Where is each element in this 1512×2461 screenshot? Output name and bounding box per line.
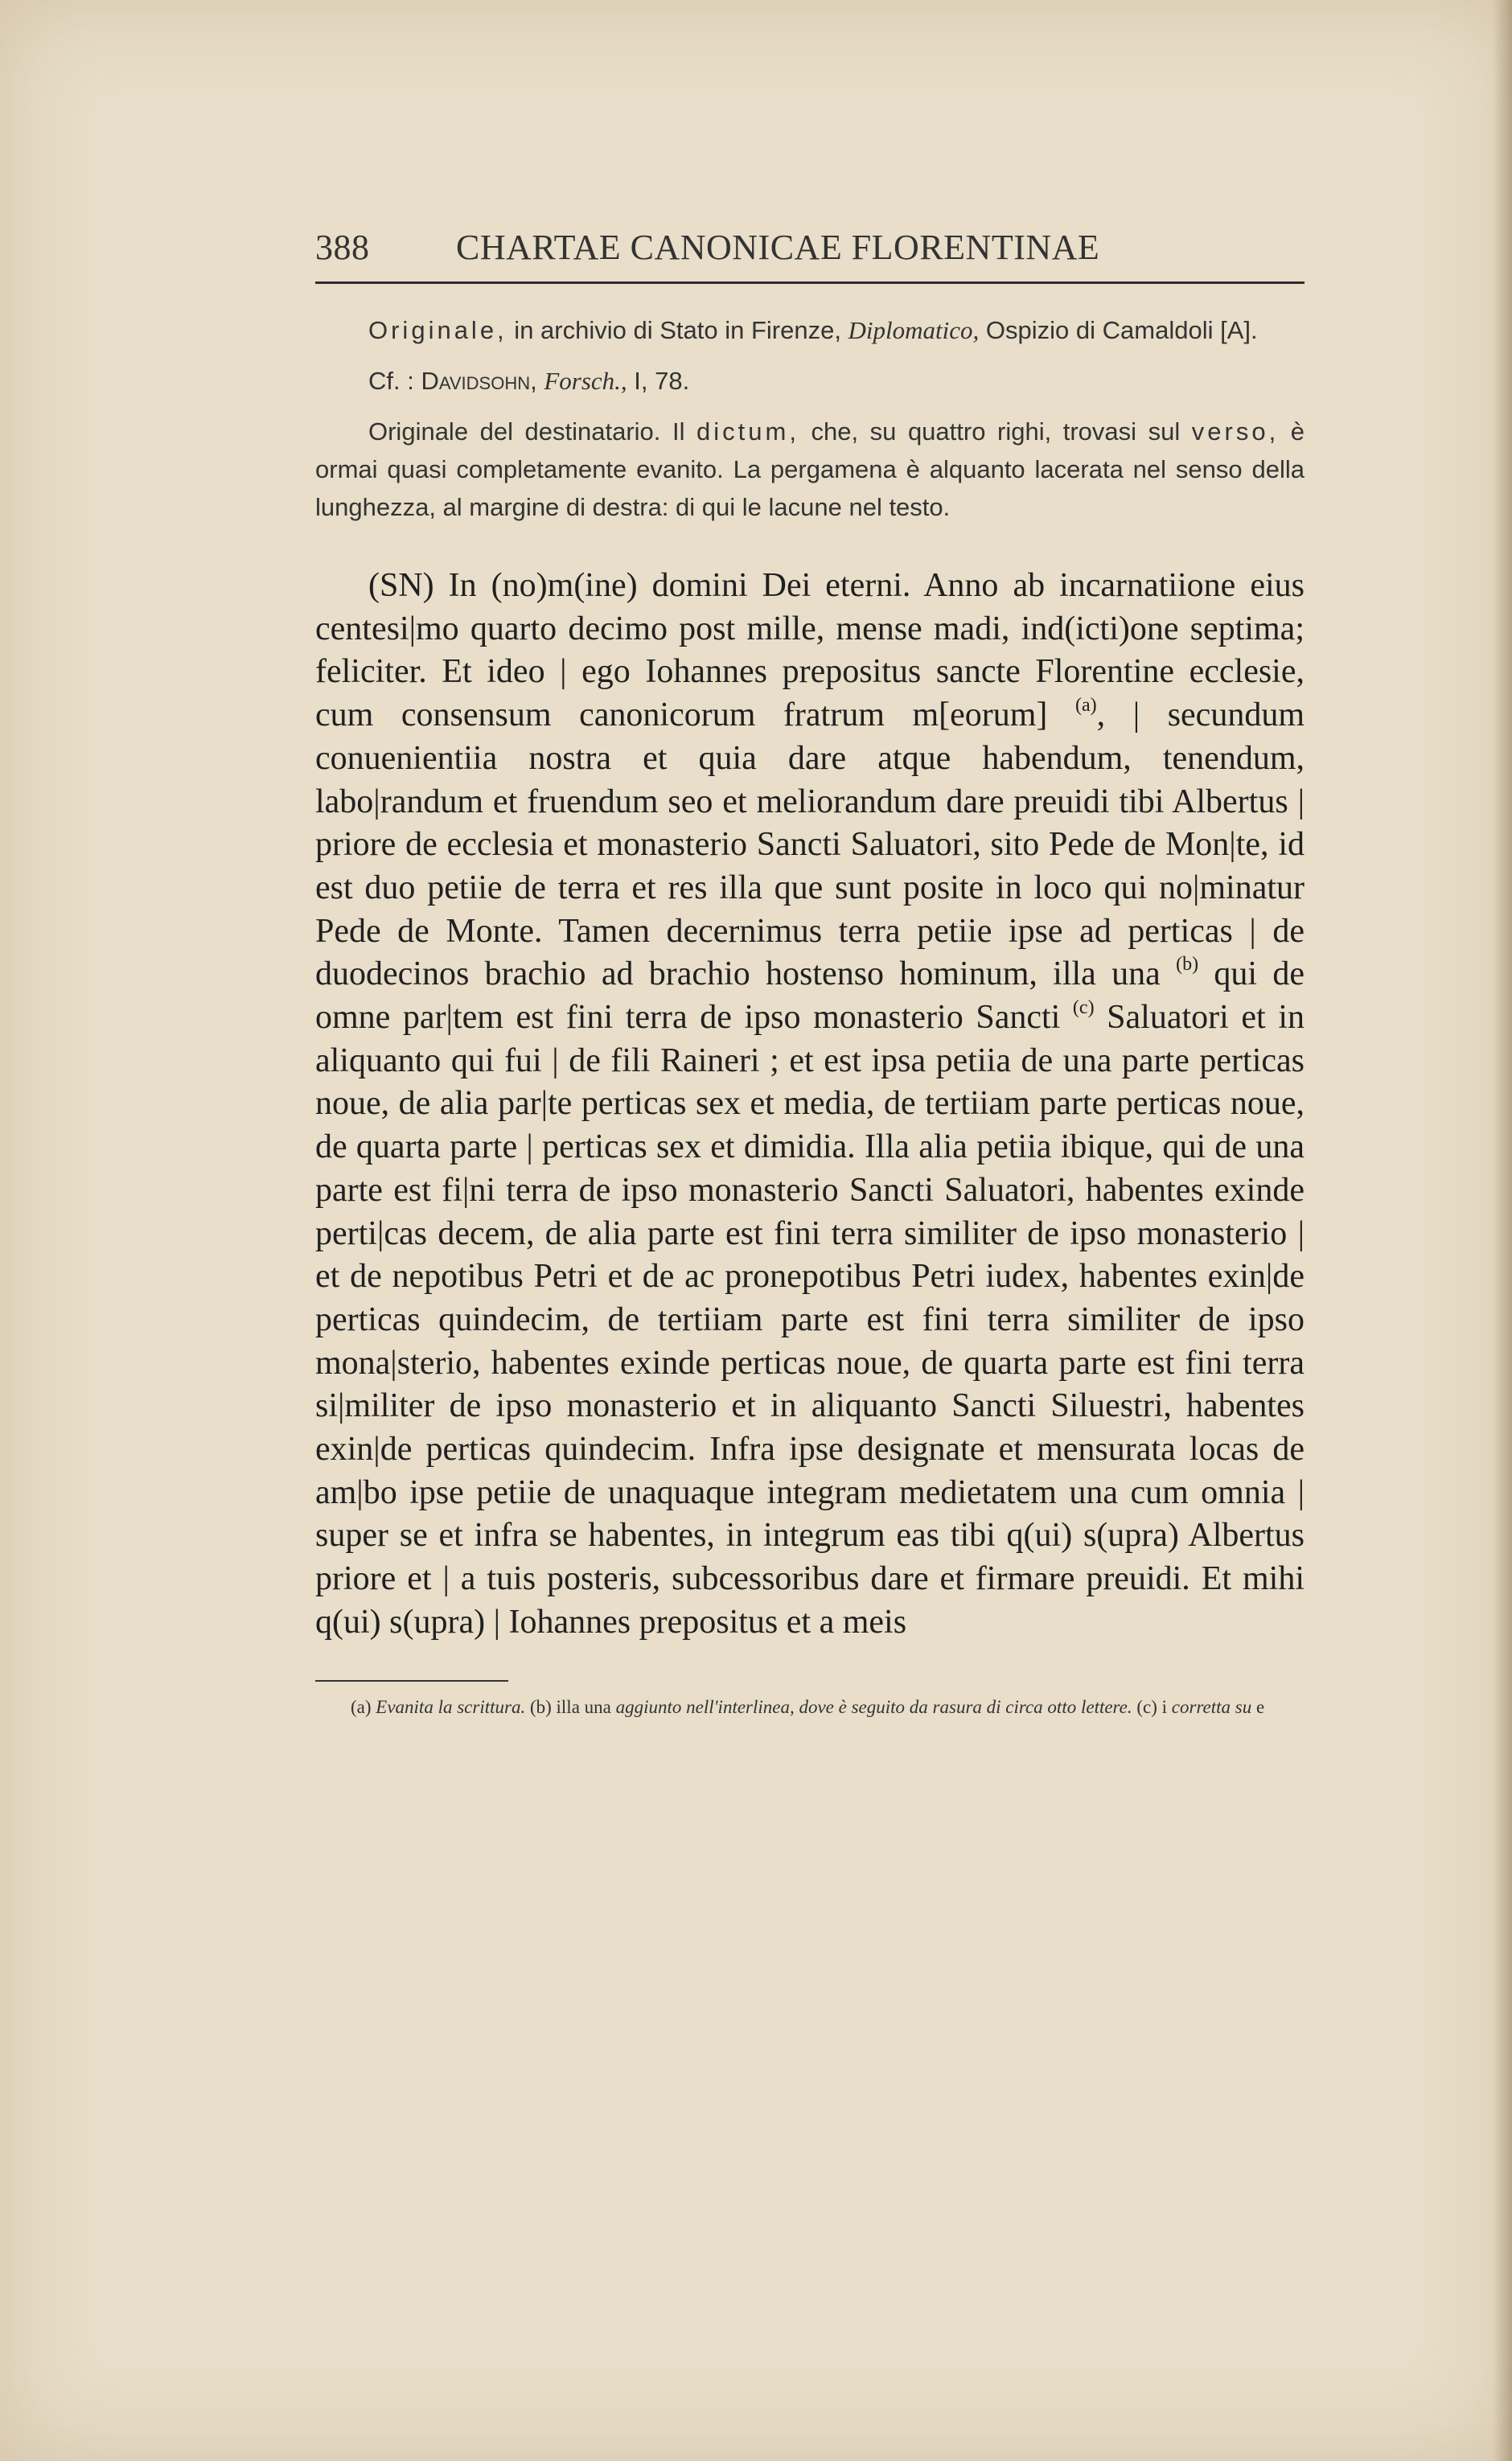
cf-prefix: Cf. :: [368, 367, 421, 395]
description-note: [315, 413, 1305, 526]
note-dictum: dictum,: [696, 417, 799, 446]
originale-label: Originale,: [368, 316, 507, 344]
charter-text-part-4: Saluatori et in aliquanto qui fui | de fili Raineri ; et est ipsa petiia de una parte perticas noue, de alia par|te perticas sex et media, de tertiiam parte perticas noue, de quarta parte | perticas sex et dimidia. Illa alia petiia ibique, qui de una parte est fi|ni terra de ipso monasterio Sancti Saluatori, habentes exinde perti|cas decem, de alia parte est fini terra similiter de ipso monasterio | et de nepotibus Petri et de ac pronepotibus Petri iudex, habentes exin|de perticas quindecim, de tertiiam parte est fini terra similiter de ipso mona|sterio, habentes exinde perticas noue, de quarta parte est fini terra si|militer de ipso monasterio et in aliquanto Sancti Siluestri, habentes exin|de perticas quindecim. Infra ipse designate et mensurata locas de am|bo ipse petiie de unaquaque integram medietatem una cum omnia | super se et infra se habentes, in integrum eas tibi q(ui) s(upra) Albertus priore et | a tuis posteris, subcessoribus dare et firmare preuidi. Et mihi q(ui) s(upra) | Iohannes prepositus et a meis: [315, 999, 1305, 1641]
running-title: CHARTAE CANONICAE FLORENTINAE: [456, 228, 1100, 267]
archive-location: Ospizio di Camaldoli [A].: [979, 316, 1258, 344]
page-content: [315, 227, 1305, 1722]
footnote-marker-b: (b): [1176, 954, 1199, 976]
running-header: [315, 227, 1305, 275]
source-line: [315, 311, 1305, 349]
footnote-c-end: e: [1251, 1696, 1265, 1717]
header-rule: [315, 281, 1305, 284]
footnote-b-text: aggiunto nell'interlinea, dove è seguito da rasura di circa otto lettere.: [615, 1696, 1132, 1717]
footnote-c-text: corretta su: [1171, 1696, 1252, 1717]
charter-text: [315, 565, 1305, 1645]
footnote-a-label: (a): [351, 1696, 376, 1717]
footnote-b-label: (b) illa una: [525, 1696, 616, 1717]
cf-work: Forsch.,: [544, 367, 627, 395]
note-middle: che, su quattro righi, trovasi sul: [799, 417, 1192, 446]
footnote-rule: [315, 1680, 508, 1682]
bibliography-line: [315, 362, 1305, 400]
note-verso: verso,: [1191, 417, 1280, 446]
note-end: è ormai quasi completamente evanito. La pergamena è alquanto lacerata nel senso della lunghezza, al margine di destra: di qui le lacune nel testo.: [315, 417, 1305, 521]
charter-text-part-2: , | secundum conuenientiia nostra et quia dare atque habendum, tenendum, labo|randum et fruendum seo et meliorandum dare preuidi tibi Albertus | priore de ecclesia et monasterio Sancti Saluatori, sito Pede de Mon|te, id est duo petiie de terra et res illa que sunt posite in loco qui no|minatur Pede de Monte. Tamen decernimus terra petiie ipse ad perticas | de duodecinos brachio ad brachio hostenso hominum, illa una: [315, 696, 1305, 993]
page-number: 388: [315, 228, 370, 267]
footnotes: [315, 1693, 1305, 1722]
footnote-a-text: Evanita la scrittura.: [376, 1696, 526, 1717]
page-edge-shadow: [1493, 0, 1512, 2461]
archive-text: in archivio di Stato in Firenze,: [507, 316, 848, 344]
footnote-marker-c: (c): [1072, 997, 1095, 1019]
edition-apparatus: [315, 311, 1305, 526]
footnote-marker-a: (a): [1074, 695, 1097, 717]
note-start: Originale del destinatario. Il: [368, 417, 697, 446]
diplomatico-label: Diplomatico,: [848, 316, 980, 344]
cf-reference: I, 78.: [627, 367, 690, 395]
charter-text-part-1: (SN) In (no)m(ine) domini Dei eterni. Anno ab incarnatiione eius centesi|mo quarto decimo post mille, mense madi, ind(icti)one septima; feliciter. Et ideo | ego Iohannes prepositus sancte Florentine ecclesie, cum consensum canonicorum fratrum m[eorum]: [315, 567, 1305, 734]
footnote-c-label: (c) i: [1132, 1696, 1172, 1717]
cf-author: Davidsohn,: [421, 367, 537, 395]
charter-text-part-3: qui de omne par|tem est fini terra de ipso monasterio Sancti: [315, 955, 1305, 1037]
